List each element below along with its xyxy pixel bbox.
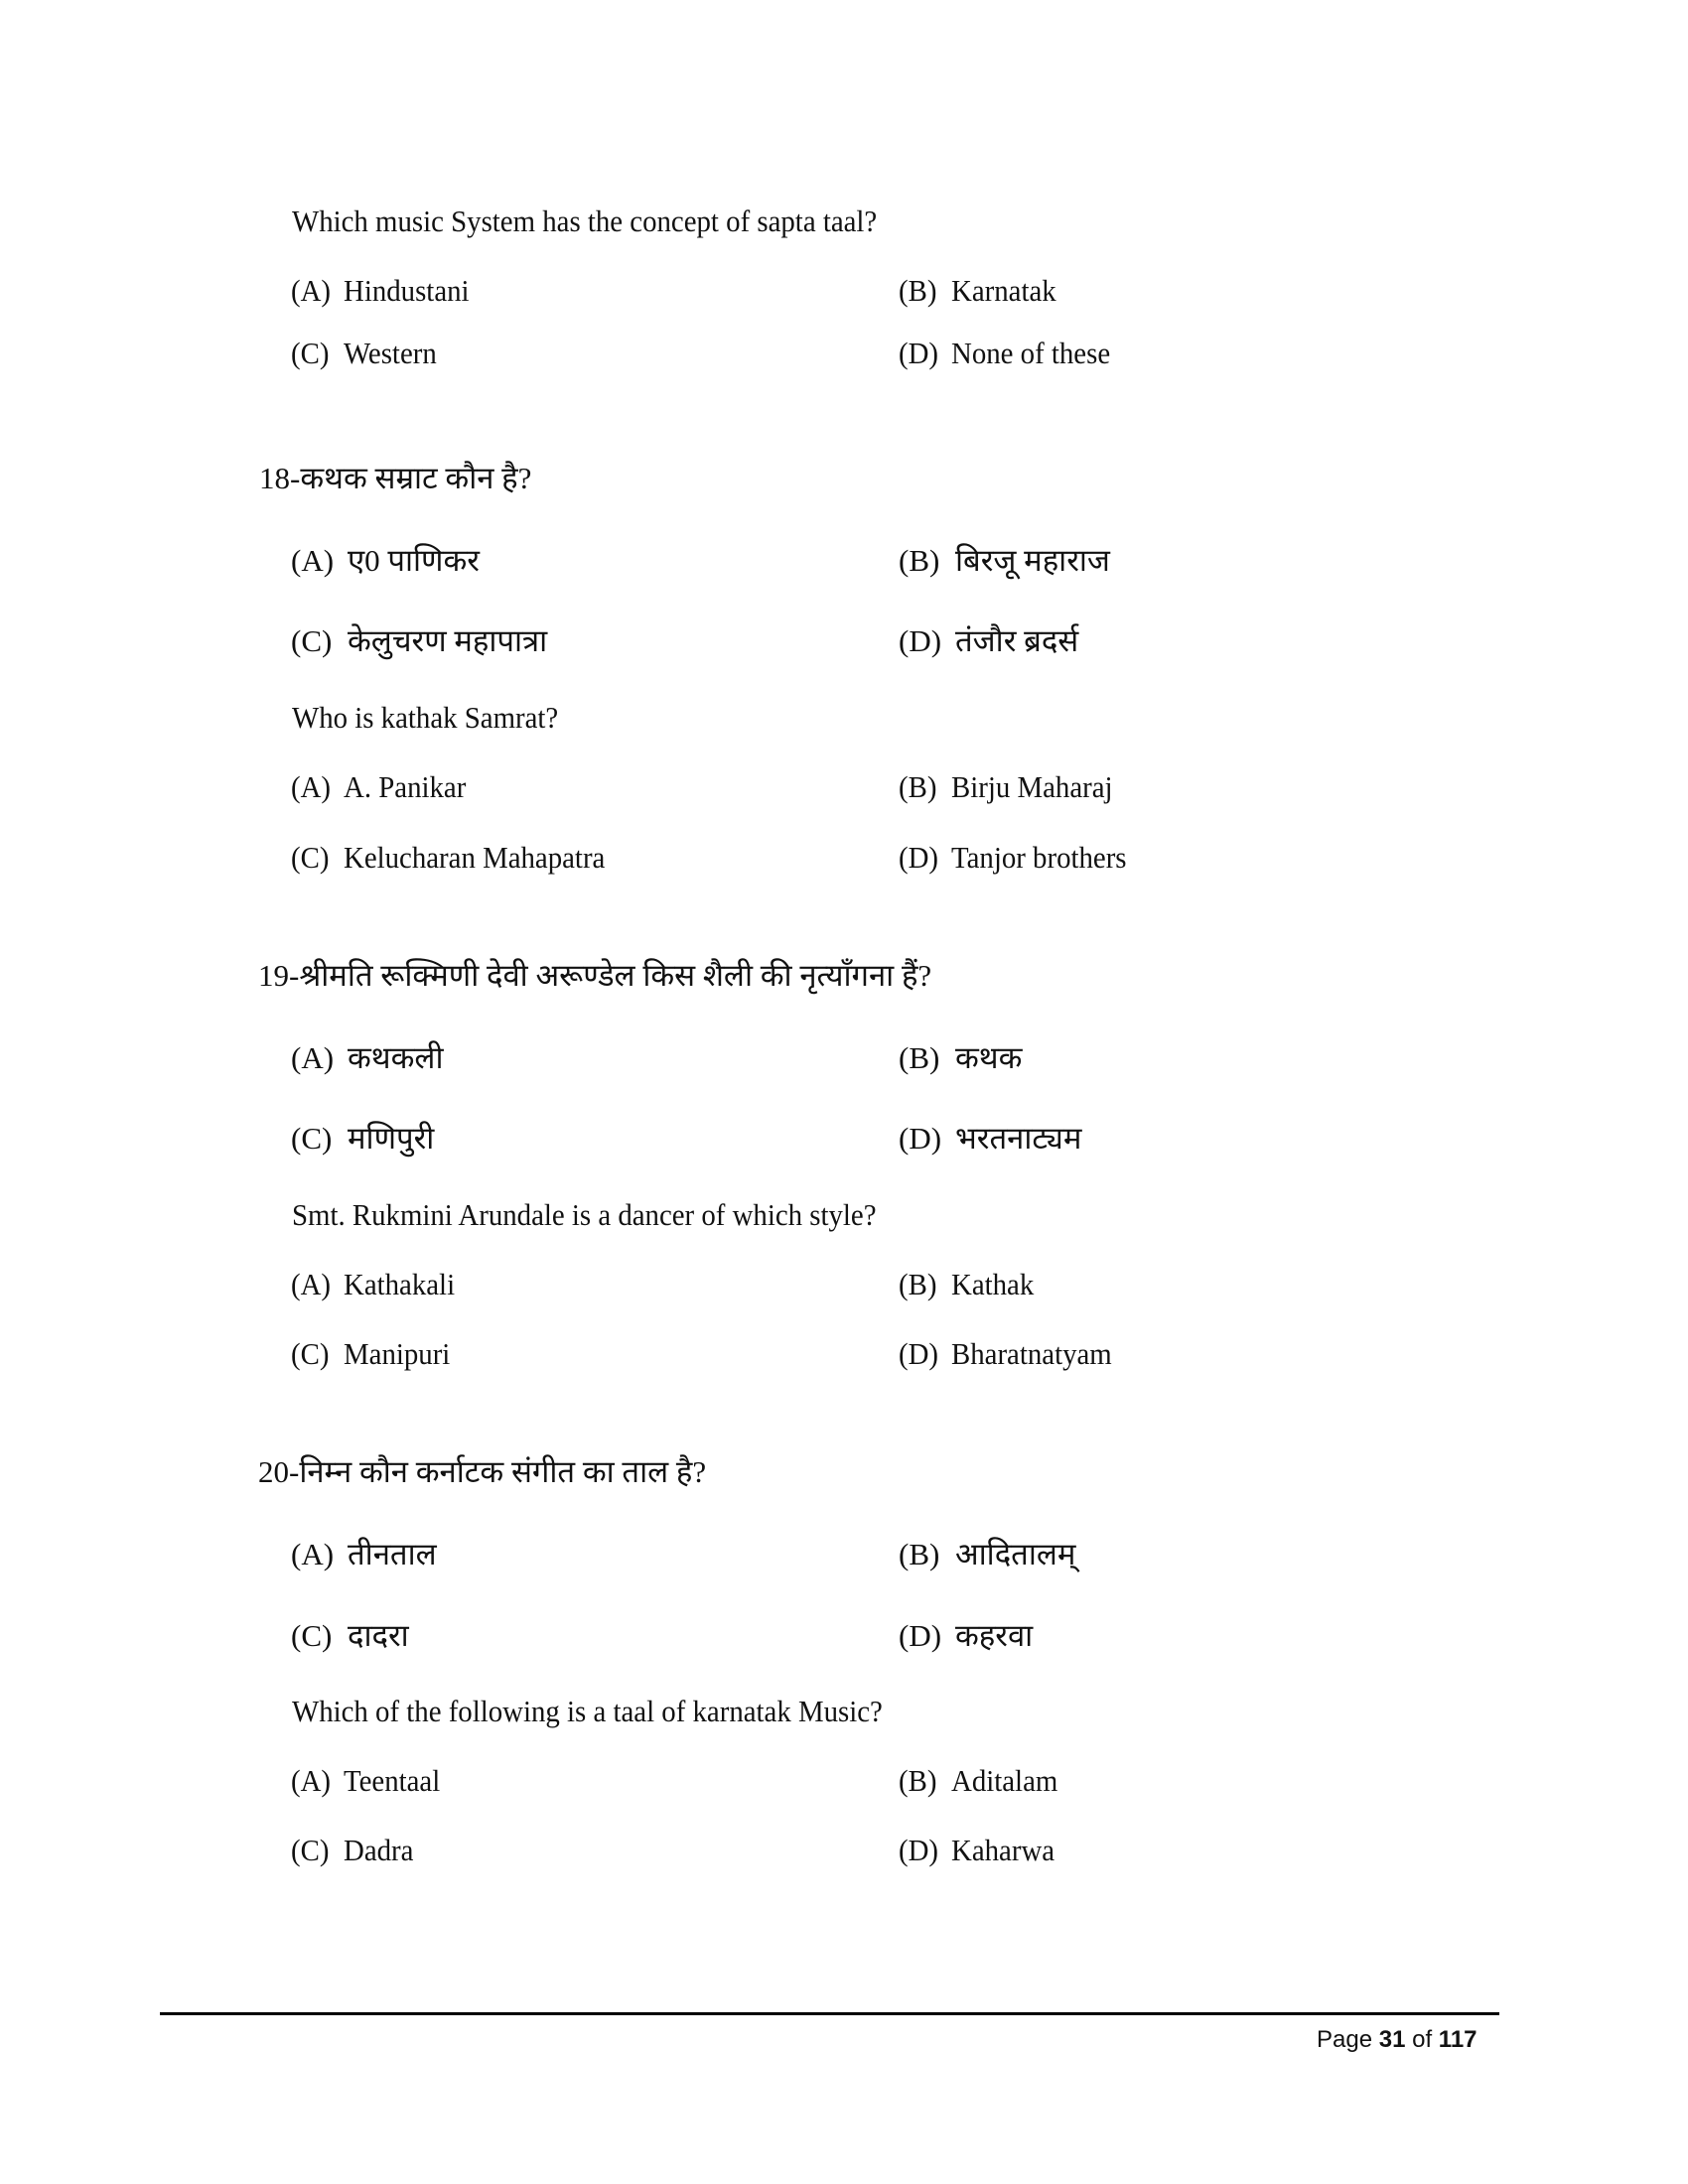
option-label: (C) <box>291 336 330 370</box>
q18-en-option-c <box>291 838 605 878</box>
option-text: Bharatnatyam <box>951 1336 1112 1371</box>
option-text: Karnatak <box>951 273 1056 308</box>
q18-hi-option-d <box>899 621 1078 661</box>
option-text: Hindustani <box>344 273 470 308</box>
option-text: भरतनाट्यम <box>955 1121 1082 1156</box>
question-18-english: Who is kathak Samrat? <box>292 700 559 735</box>
option-text: Manipuri <box>344 1336 451 1371</box>
q17-en-option-c <box>291 334 437 373</box>
option-label: (B) <box>899 1267 937 1301</box>
option-text: ए0 पाणिकर <box>348 543 480 578</box>
option-text: दादरा <box>348 1618 409 1653</box>
option-label: (D) <box>899 1833 939 1867</box>
q18-en-option-a <box>291 767 466 807</box>
q20-hi-option-b <box>899 1535 1075 1574</box>
q17-en-option-a <box>291 271 470 311</box>
option-label: (D) <box>899 1336 939 1371</box>
option-label: (B) <box>899 273 937 308</box>
option-label: (C) <box>291 840 330 875</box>
option-label: (C) <box>291 1833 330 1867</box>
option-text: Kaharwa <box>951 1833 1055 1867</box>
q20-hi-option-d <box>899 1616 1033 1656</box>
of-word: of <box>1412 2026 1433 2053</box>
question-19-hindi: 19-श्रीमति रूक्मिणी देवी अरूण्डेल किस शैली की नृत्याँगना हैं? <box>258 958 932 993</box>
option-label: (A) <box>291 1040 335 1075</box>
option-label: (A) <box>291 1537 335 1571</box>
option-text: कहरवा <box>955 1618 1034 1653</box>
q17-en-option-b <box>899 271 1056 311</box>
option-text: Kelucharan Mahapatra <box>344 840 606 875</box>
option-text: None of these <box>951 336 1111 370</box>
option-text: मणिपुरी <box>348 1121 435 1156</box>
option-text: बिरजू महाराज <box>955 543 1110 578</box>
option-label: (B) <box>899 1537 940 1571</box>
total-pages: 117 <box>1438 2026 1477 2053</box>
option-text: Birju Maharaj <box>951 769 1113 804</box>
question-18-hindi: 18-कथक सम्राट कौन है? <box>259 461 532 495</box>
page-word: Page <box>1317 2026 1373 2053</box>
option-label: (B) <box>899 1040 940 1075</box>
option-label: (C) <box>291 623 333 658</box>
current-page: 31 <box>1378 2026 1406 2053</box>
q18-en-option-b <box>899 767 1113 807</box>
option-text: कथकली <box>348 1040 444 1075</box>
option-text: आदितालम् <box>955 1537 1076 1571</box>
option-label: (D) <box>899 336 939 370</box>
q19-hi-option-a <box>291 1038 443 1078</box>
q20-en-option-d <box>899 1831 1055 1870</box>
q18-en-option-d <box>899 838 1127 878</box>
q19-en-option-c <box>291 1334 450 1374</box>
q20-hi-option-c <box>291 1616 409 1656</box>
option-text: Teentaal <box>344 1763 441 1798</box>
q18-hi-option-b <box>899 541 1110 581</box>
option-text: Western <box>344 336 437 370</box>
option-text: कथक <box>955 1040 1023 1075</box>
q17-en-option-d <box>899 334 1110 373</box>
question-20-hindi: 20-निम्न कौन कर्नाटक संगीत का ताल है? <box>258 1454 707 1489</box>
question-20-english: Which of the following is a taal of karnatak Music? <box>292 1694 883 1728</box>
option-label: (D) <box>899 623 942 658</box>
q19-en-option-a <box>291 1265 455 1304</box>
option-label: (D) <box>899 1121 942 1156</box>
q18-hi-option-a <box>291 541 480 581</box>
q20-hi-option-a <box>291 1535 437 1574</box>
option-label: (A) <box>291 1267 332 1301</box>
q19-en-option-b <box>899 1265 1034 1304</box>
option-label: (A) <box>291 273 332 308</box>
q20-en-option-a <box>291 1761 440 1801</box>
q19-hi-option-b <box>899 1038 1022 1078</box>
option-text: तीनताल <box>348 1537 437 1571</box>
option-label: (B) <box>899 1763 937 1798</box>
option-label: (A) <box>291 543 335 578</box>
option-label: (C) <box>291 1121 333 1156</box>
option-text: Tanjor brothers <box>951 840 1127 875</box>
question-17-english: Which music System has the concept of sapta taal? <box>292 204 878 238</box>
option-label: (A) <box>291 769 332 804</box>
q19-hi-option-c <box>291 1119 434 1159</box>
option-text: Kathak <box>951 1267 1035 1301</box>
option-label: (D) <box>899 840 939 875</box>
q18-hi-option-c <box>291 621 547 661</box>
option-label: (D) <box>899 1618 942 1653</box>
option-text: Kathakali <box>344 1267 456 1301</box>
option-label: (B) <box>899 543 940 578</box>
option-text: Aditalam <box>951 1763 1058 1798</box>
option-label: (A) <box>291 1763 332 1798</box>
option-text: Dadra <box>344 1833 414 1867</box>
option-text: तंजौर ब्रदर्स <box>955 623 1079 658</box>
option-text: A. Panikar <box>344 769 467 804</box>
q19-en-option-d <box>899 1334 1112 1374</box>
option-label: (B) <box>899 769 937 804</box>
q19-hi-option-d <box>899 1119 1081 1159</box>
option-text: केलुचरण महापात्रा <box>348 623 548 658</box>
page-number <box>1317 2025 1477 2055</box>
option-label: (C) <box>291 1336 330 1371</box>
option-label: (C) <box>291 1618 333 1653</box>
q20-en-option-b <box>899 1761 1057 1801</box>
footer-divider <box>160 2012 1499 2015</box>
q20-en-option-c <box>291 1831 413 1870</box>
question-19-english: Smt. Rukmini Arundale is a dancer of which style? <box>292 1197 877 1232</box>
